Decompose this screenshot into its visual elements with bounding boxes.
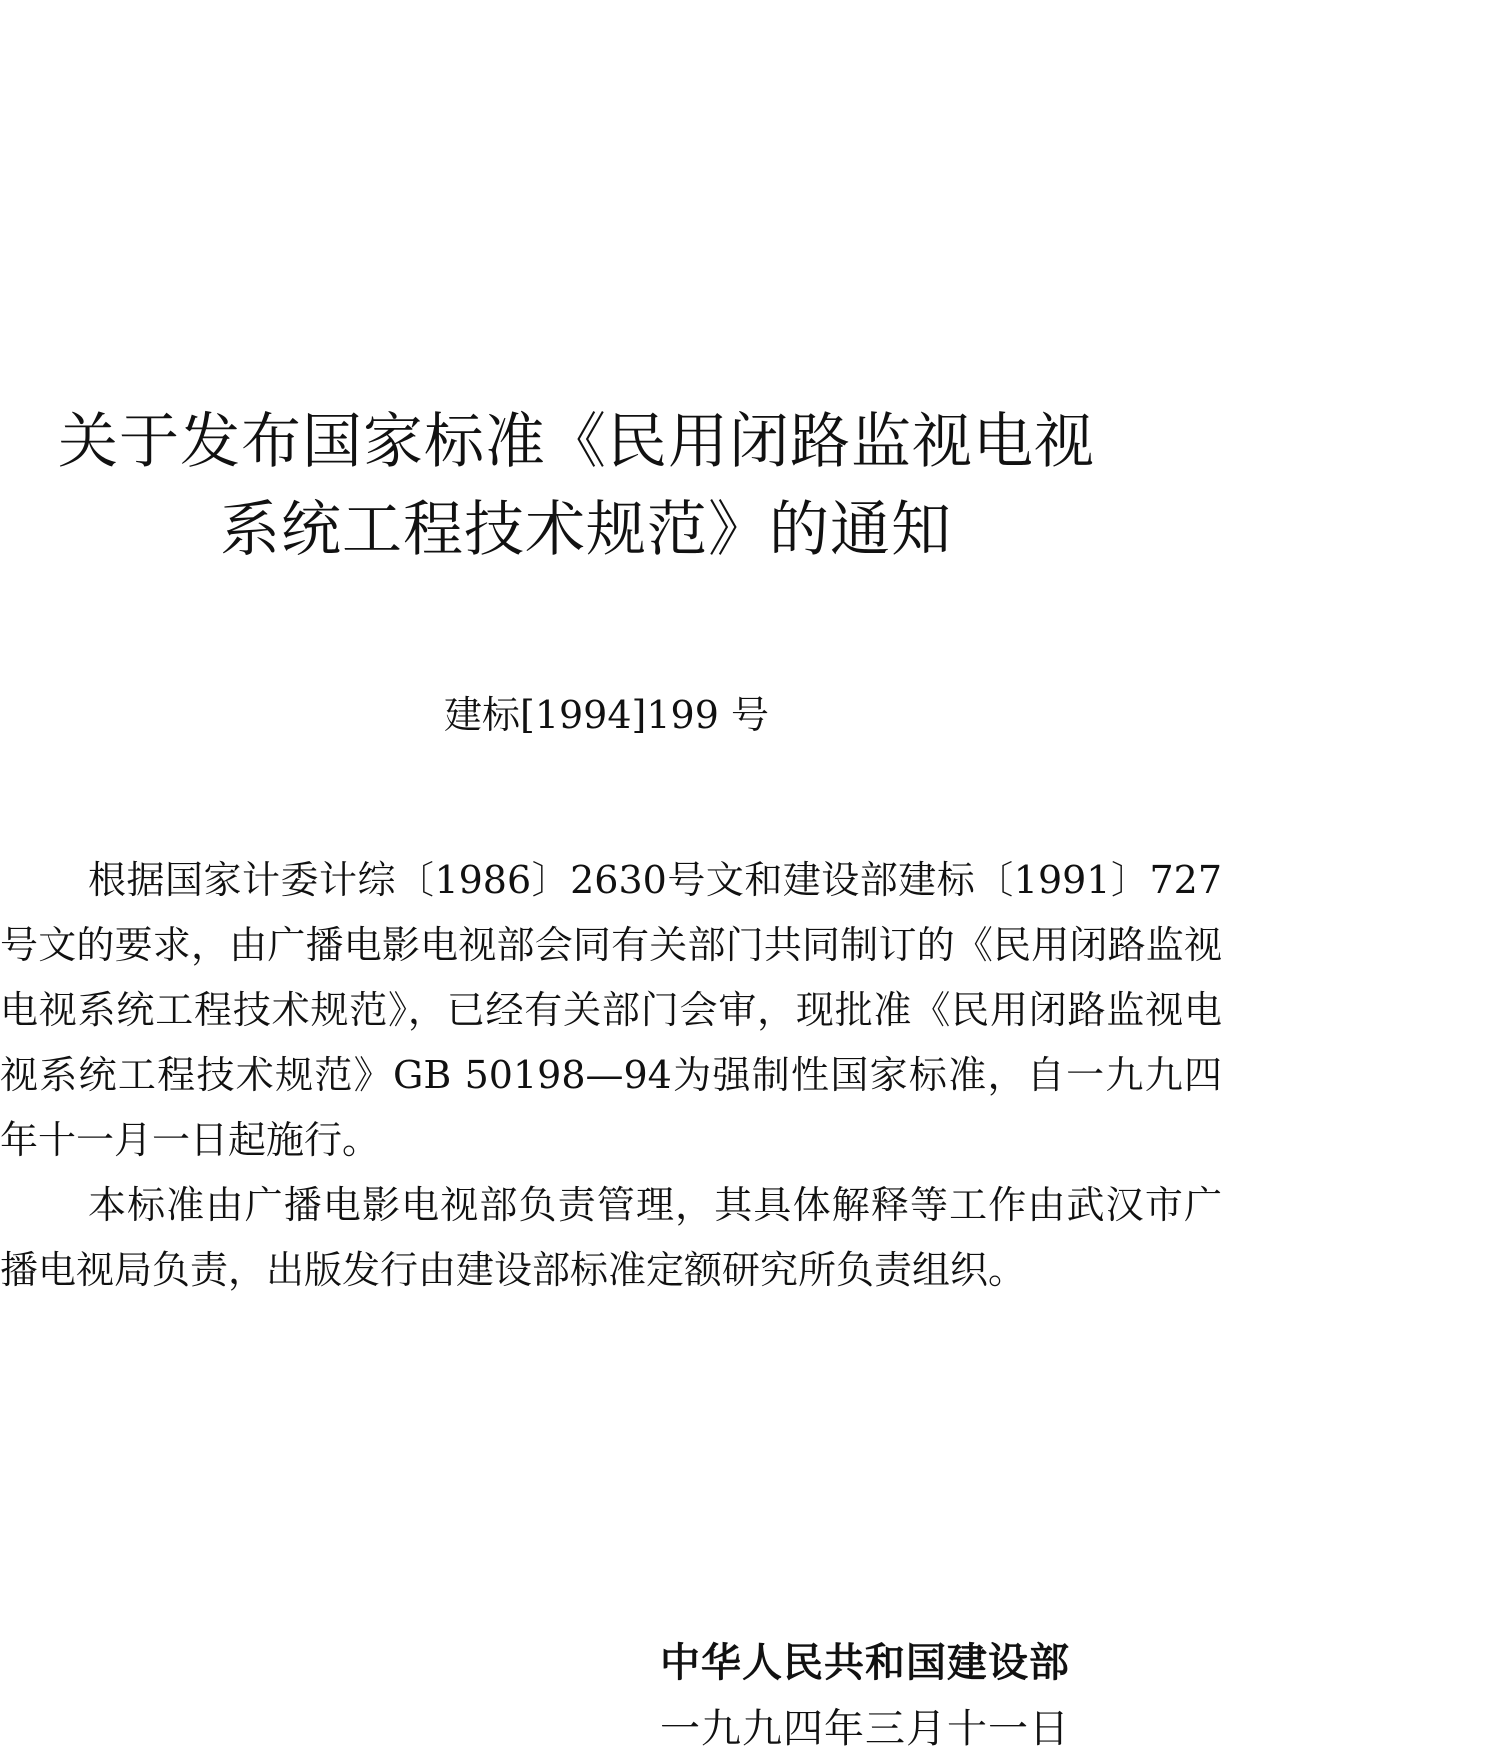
notice-body [0,848,1222,1303]
signature-block [660,1630,1070,1762]
issue-date: 一九九四年三月十一日 [660,1706,1070,1752]
issuing-authority: 中华人民共和国建设部 [660,1639,1070,1686]
paragraph-management: 本标准由广播电影电视部负责管理，其具体解释等工作由武汉市广播电视局负责，出版发行由建设部标准定额研究所负责组织。 [0,1183,1222,1292]
notice-title [40,398,1180,574]
document-number: 建标[1994]199 号 [444,693,769,737]
title-line-2: 系统工程技术规范》的通知 [220,495,952,565]
paragraph-approval: 根据国家计委计综〔1986〕2630号文和建设部建标〔1991〕727号文的要求，由广播电影电视部会同有关部门共同制订的《民用闭路监视电视系统工程技术规范》，已经有关部门会审，现批准《民用闭路监视电视系统工程技术规范》GB 50198—94为强制性国家标准，自一九九四年十一月一日起施行。 [0,858,1222,1162]
title-line-1: 关于发布国家标准《民用闭路监视电视 [58,407,1095,477]
